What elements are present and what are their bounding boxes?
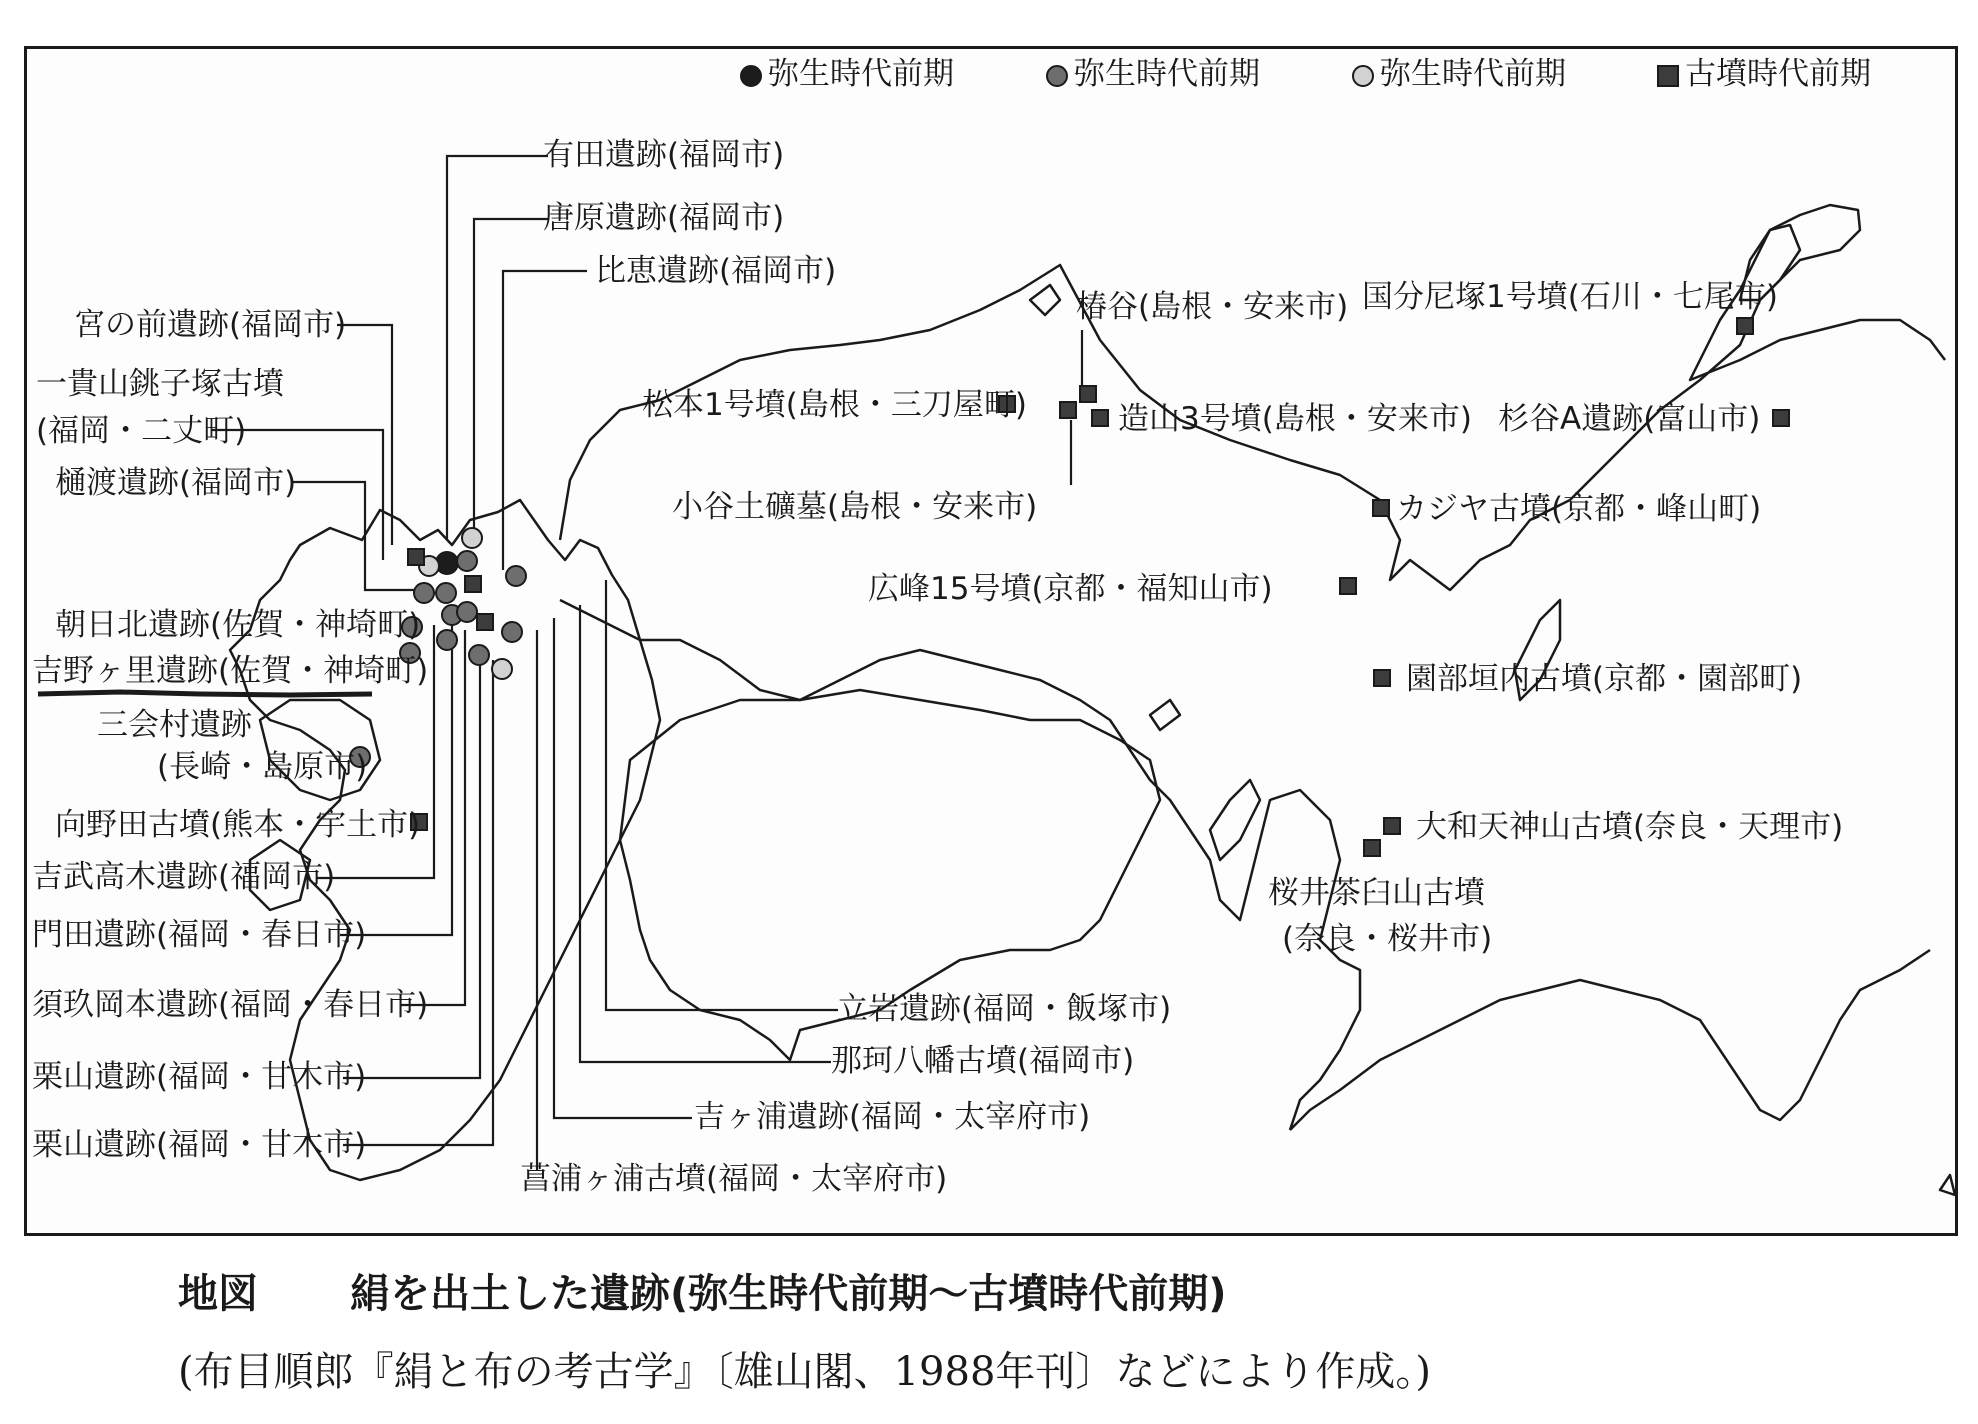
leader-karahara	[474, 219, 548, 540]
small-island	[1940, 1175, 1955, 1195]
site-label-sakurai-loc: (奈良・桜井市)	[1282, 921, 1493, 957]
leader-naka	[580, 605, 831, 1062]
site-label-kokubun: 国分尼塚1号墳(石川・七尾市)	[1362, 279, 1778, 315]
site-label-hie: 比恵遺跡(福岡市)	[595, 253, 837, 289]
oki-island	[1030, 285, 1060, 315]
site-label-ikkisan: 一貴山銚子塚古墳	[36, 366, 284, 402]
marker-site-mid	[436, 583, 456, 603]
legend-mid-circle-icon	[1046, 65, 1068, 87]
marker-site-mid	[469, 645, 489, 665]
site-label-karahara: 唐原遺跡(福岡市)	[543, 200, 785, 236]
marker-kofun	[1773, 410, 1789, 426]
caption-title-text: 絹を出土した遺跡(弥生時代前期〜古墳時代前期)	[350, 1271, 1227, 1317]
marker-site-mid	[437, 630, 457, 650]
site-label-yoshinogari: 吉野ヶ里遺跡(佐賀・神埼町)	[32, 653, 429, 689]
caption-label: 地図	[178, 1271, 258, 1317]
map-caption-title	[178, 1262, 1227, 1319]
leader-hiwatashi	[293, 482, 420, 590]
legend-item: 弥生時代前期	[1046, 52, 1260, 96]
site-label-kuriyama-2: 栗山遺跡(福岡・甘木市)	[32, 1127, 367, 1163]
site-label-kuriyama-1: 栗山遺跡(福岡・甘木市)	[32, 1059, 367, 1095]
site-label-miemura: 三会村遺跡	[97, 707, 252, 743]
leader-yoshigaura	[554, 618, 692, 1118]
legend-item: 古墳時代前期	[1657, 52, 1871, 96]
marker-site-light	[462, 528, 482, 548]
site-label-sugu-okamoto: 須玖岡本遺跡(福岡・春日市)	[32, 987, 429, 1023]
site-label-yoshigaura: 吉ヶ浦遺跡(福岡・太宰府市)	[694, 1099, 1091, 1135]
site-label-sakurai: 桜井茶臼山古墳	[1268, 875, 1485, 911]
site-label-tsubakidani: 椿谷(島根・安来市)	[1076, 289, 1349, 325]
leader-arita	[447, 156, 548, 540]
site-label-yoshitakegi: 吉武高木遺跡(福岡市)	[32, 859, 336, 895]
marker-kofun	[1060, 402, 1076, 418]
marker-kofun	[1737, 318, 1753, 334]
map-caption-source: (布目順郎『絹と布の考古学』〔雄山閣、1988年刊〕などにより作成。)	[178, 1349, 1432, 1395]
awaji-island	[1210, 780, 1260, 860]
site-label-ikkisan-loc: (福岡・二丈町)	[36, 413, 247, 449]
site-label-sugitani: 杉谷A遺跡(富山市)	[1498, 401, 1761, 437]
site-label-shobugaura: 菖浦ヶ浦古墳(福岡・太宰府市)	[520, 1161, 948, 1197]
small-island	[1150, 700, 1180, 730]
marker-kofun	[1384, 818, 1400, 834]
site-label-arita: 有田遺跡(福岡市)	[543, 137, 785, 173]
marker-site-mid	[506, 566, 526, 586]
legend-item: 弥生時代前期	[1352, 52, 1566, 96]
marker-kofun	[1340, 578, 1356, 594]
yoshinogari-underline	[38, 692, 372, 695]
site-label-miemura-loc: (長崎・島原市)	[157, 749, 368, 785]
site-label-mukainoda: 向野田古墳(熊本・宇土市)	[55, 807, 421, 843]
marker-kofun	[465, 576, 481, 592]
leader-hie	[503, 271, 587, 570]
legend-item: 弥生時代前期	[740, 52, 954, 96]
site-label-hiromine: 広峰15号墳(京都・福知山市)	[868, 571, 1273, 607]
marker-kofun	[1374, 670, 1390, 686]
site-label-matsumoto: 松本1号墳(島根・三刀屋町)	[642, 387, 1027, 423]
marker-site-mid	[457, 602, 477, 622]
marker-site-light	[492, 659, 512, 679]
marker-kofun	[1373, 500, 1389, 516]
site-label-hiwatashi: 樋渡遺跡(福岡市)	[55, 465, 297, 501]
marker-kofun	[1092, 410, 1108, 426]
site-label-kajiya: カジヤ古墳(京都・峰山町)	[1396, 491, 1762, 527]
site-label-tenjinyama: 大和天神山古墳(奈良・天理市)	[1416, 809, 1844, 845]
site-label-monden: 門田遺跡(福岡・春日市)	[32, 917, 367, 953]
site-label-odani: 小谷土礦墓(島根・安来市)	[672, 489, 1038, 525]
marker-kofun	[408, 549, 424, 565]
marker-kofun	[477, 614, 493, 630]
marker-site-mid	[414, 583, 434, 603]
marker-site-mid	[457, 551, 477, 571]
legend-square-icon	[1657, 65, 1679, 87]
site-label-miyanomae: 宮の前遺跡(福岡市)	[74, 307, 347, 343]
legend-dark-circle-icon	[740, 65, 762, 87]
site-label-sonobe: 園部垣内古墳(京都・園部町)	[1406, 661, 1803, 697]
site-label-naka-hachiman: 那珂八幡古墳(福岡市)	[831, 1043, 1135, 1079]
site-label-tsukuriyama: 造山3号墳(島根・安来市)	[1118, 401, 1472, 437]
legend-light-circle-icon	[1352, 65, 1374, 87]
marker-kofun	[1364, 840, 1380, 856]
marker-site-mid	[502, 622, 522, 642]
site-label-asahikita: 朝日北遺跡(佐賀・神埼町)	[55, 607, 421, 643]
marker-kofun	[1080, 386, 1096, 402]
site-label-tateiwa: 立岩遺跡(福岡・飯塚市)	[837, 991, 1172, 1027]
kii-peninsula	[1290, 950, 1930, 1130]
